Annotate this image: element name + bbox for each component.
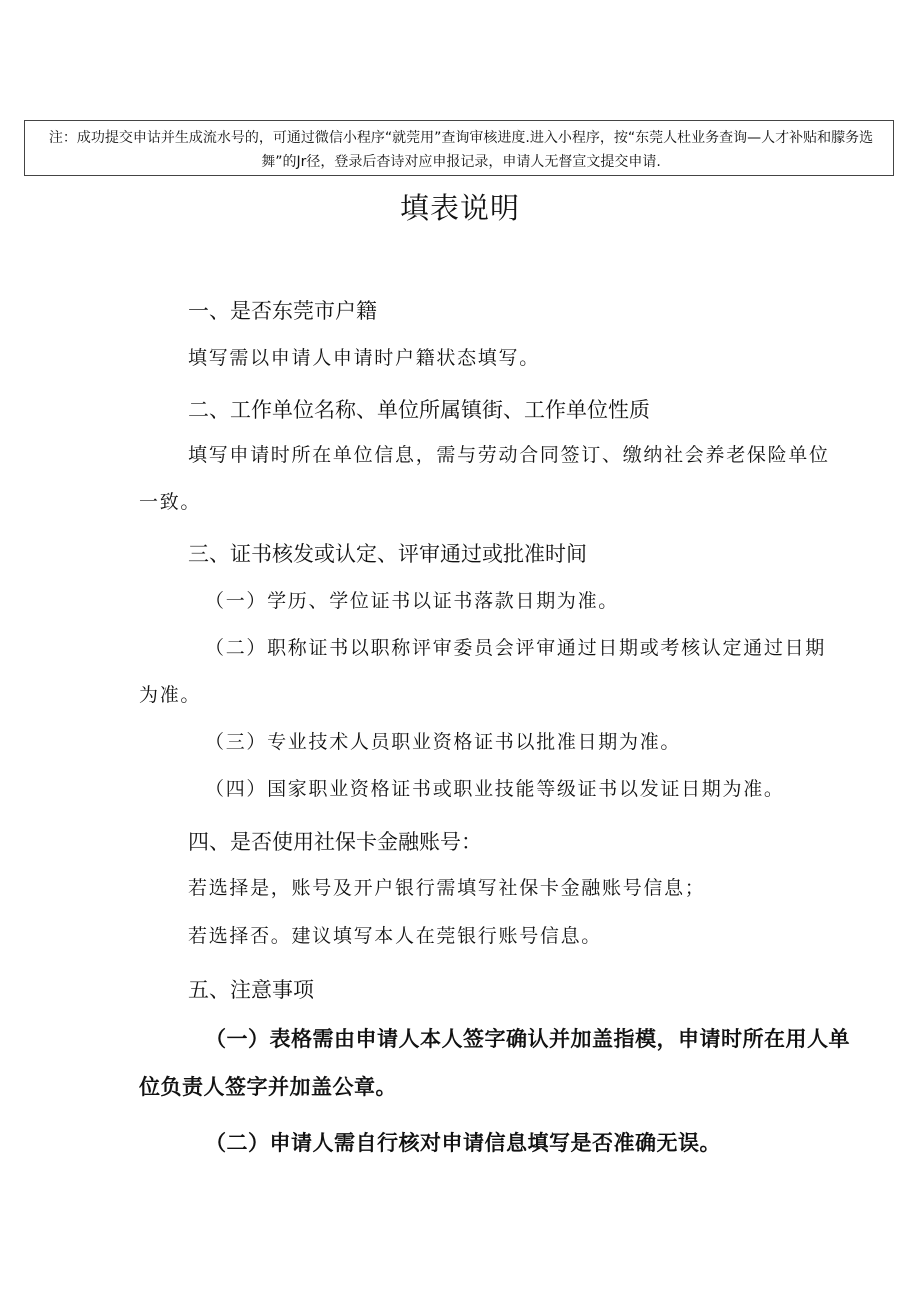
- section-3-line-4: （三）专业技术人员职业资格证书以批准日期为准。: [205, 731, 682, 753]
- section-3-heading: 三、证书核发或认定、评审通过或批准时间: [188, 542, 587, 566]
- section-1-line-1: 填写需以申请人申请时户籍状态填写。: [188, 347, 540, 369]
- section-5-line-3: （二）申请人需自行核对申请信息填写是否准确无误。: [205, 1131, 721, 1155]
- notice-text: 注：成功提交申诂并生成流水号的，可通过微信小程序“就莞用”查询审核进度.进入小程序，按“东莞人杜业务查询—人才补贴和朦务选舞”的Jr径，登录后杳诗对应申报记录，申请人无督宣文提交申请.: [48, 130, 874, 170]
- section-3-line-3: 为准。: [139, 684, 202, 706]
- section-4-heading: 四、是否使用社保卡金融账号：: [188, 830, 482, 854]
- section-4-line-2: 若选择否。建议填写本人在莞银行账号信息。: [188, 925, 603, 947]
- document-title: 填表说明: [399, 191, 520, 225]
- section-2-line-2: 一致。: [139, 491, 202, 513]
- section-5-heading: 五、注意事项: [188, 978, 314, 1002]
- section-2-heading: 二、工作单位名称、单位所属镇街、工作单位性质: [188, 398, 650, 422]
- section-5-line-1: （一）表格需由申请人本人签字确认并加盖指模，申请时所在用人单: [205, 1027, 850, 1051]
- section-3-line-5: （四）国家职业资格证书或职业技能等级证书以发证日期为准。: [205, 778, 785, 800]
- section-1-heading: 一、是否东莞市户籍: [188, 299, 377, 323]
- section-2-line-1: 填写申请时所在单位信息，需与劳动合同签订、缴纳社会养老保险单位: [188, 444, 830, 466]
- section-5-line-2: 位负责人签字并加盖公章。: [139, 1075, 397, 1099]
- notice-box: [24, 120, 894, 176]
- section-3-line-2: （二）职称证书以职称评审委员会评审通过日期或考核认定通过日期: [205, 637, 827, 659]
- section-3-line-1: （一）学历、学位证书以证书落款日期为准。: [205, 590, 620, 612]
- section-4-line-1: 若选择是，账号及开户银行需填写社保卡金融账号信息；: [188, 877, 706, 899]
